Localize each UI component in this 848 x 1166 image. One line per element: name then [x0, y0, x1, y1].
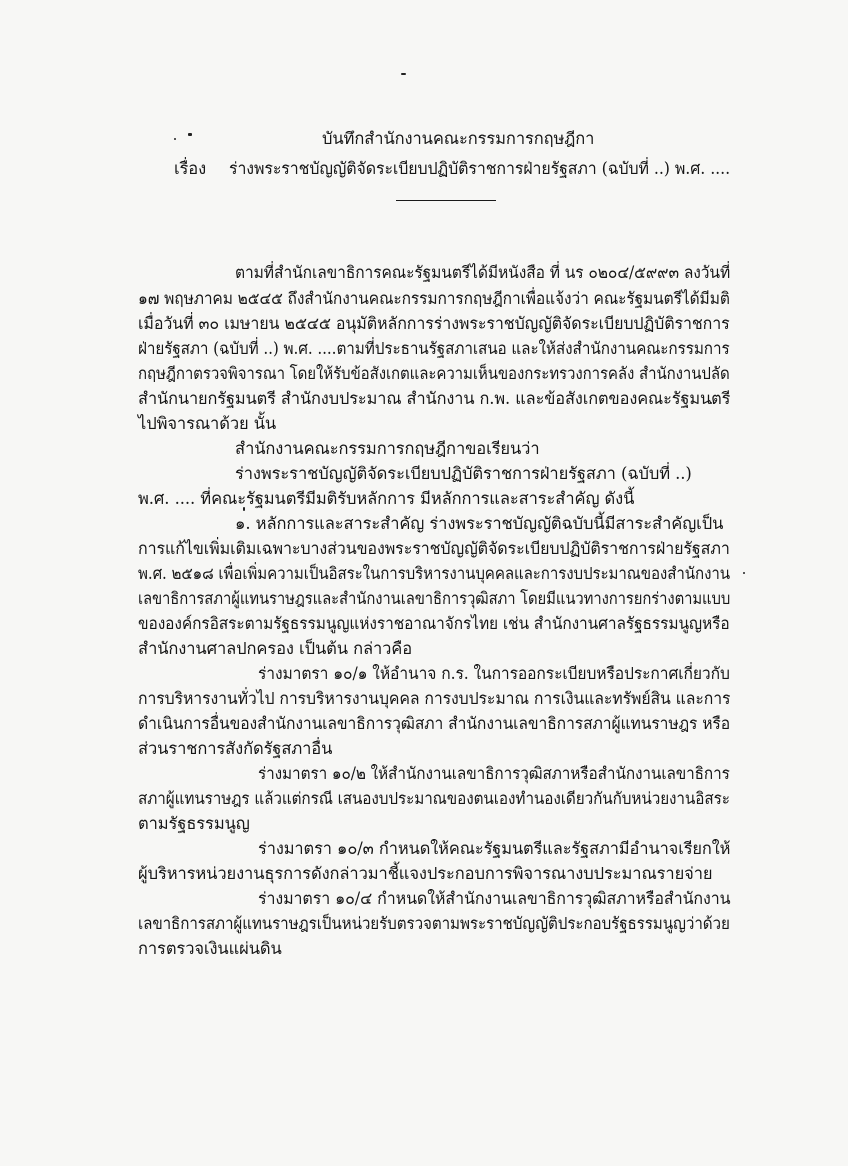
body-line: ๑. หลักการและสาระสำคัญ ร่างพระราชบัญญัติฉบับนี้มีสาระสำคัญเป็น: [235, 514, 724, 533]
body-line: ผู้บริหารหน่วยงานธุรการดังกล่าวมาชี้แจงประกอบการพิจารณางบประมาณรายจ่าย: [138, 864, 713, 883]
header-rule: [396, 200, 496, 201]
body-line: การแก้ไขเพิ่มเติมเฉพาะบางส่วนของพระราชบัญญัติจัดระเบียบปฏิบัติราชการฝ่ายรัฐสภา: [138, 539, 730, 558]
scan-speck: [188, 133, 192, 136]
body-line: ขององค์กรอิสระตามรัฐธรรมนูญแห่งราชอาณาจักรไทย เช่น สำนักงานศาลรัฐธรรมนูญหรือ: [138, 614, 730, 633]
memo-subject: ร่างพระราชบัญญัติจัดระเบียบปฏิบัติราชการฝ่ายรัฐสภา (ฉบับที่ ..) พ.ศ. ....: [229, 159, 731, 178]
memo-title: บันทึกสำนักงานคณะกรรมการกฤษฎีกา: [322, 129, 595, 148]
body-line: การตรวจเงินแผ่นดิน: [138, 939, 282, 958]
body-line: การบริหารงานทั่วไป การบริหารงานบุคคล การงบประมาณ การเงินและทรัพย์สิน และการ: [138, 689, 731, 708]
body-line: กฤษฎีกาตรวจพิจารณา โดยให้รับข้อสังเกตและความเห็นของกระทรวงการคลัง สำนักงานปลัด: [138, 364, 730, 383]
body-line: ร่างมาตรา ๑๐/๒ ให้สำนักงานเลขาธิการวุฒิสภาหรือสำนักงานเลขาธิการ: [258, 764, 730, 783]
body-line: ฝ่ายรัฐสภา (ฉบับที่ ..) พ.ศ. ....ตามที่ประธานรัฐสภาเสนอ และให้ส่งสำนักงานคณะกรรมการ: [138, 339, 730, 358]
body-line: ตามรัฐธรรมนูญ: [138, 814, 250, 833]
body-line: พ.ศ. ๒๕๑๘ เพื่อเพิ่มความเป็นอิสระในการบริหารงานบุคคลและการงบประมาณของสำนักงาน: [138, 564, 730, 583]
body-line: ร่างมาตรา ๑๐/๓ กำหนดให้คณะรัฐมนตรีและรัฐสภามีอำนาจเรียกให้: [258, 839, 731, 858]
scan-speck: [743, 572, 745, 574]
body-line: สภาผู้แทนราษฎร แล้วแต่กรณี เสนองบประมาณของตนเองทำนองเดียวกันกับหน่วยงานอิสระ: [138, 789, 730, 808]
body-line: ตามที่สำนักเลขาธิการคณะรัฐมนตรีได้มีหนังสือ ที่ นร ๐๒๐๔/๕๙๙๓ ลงวันที่: [235, 263, 731, 282]
body-line: ส่วนราชการสังกัดรัฐสภาอื่น: [138, 739, 333, 758]
body-line: สำนักงานคณะกรรมการกฤษฎีกาขอเรียนว่า: [235, 439, 540, 458]
body-line: ร่างมาตรา ๑๐/๔ กำหนดให้สำนักงานเลขาธิการวุฒิสภาหรือสำนักงาน: [258, 889, 731, 908]
body-line: ร่างพระราชบัญญัติจัดระเบียบปฏิบัติราชการฝ่ายรัฐสภา (ฉบับที่ ..): [235, 464, 692, 483]
body-line: เลขาธิการสภาผู้แทนราษฎรเป็นหน่วยรับตรวจตามพระราชบัญญัติประกอบรัฐธรรมนูญว่าด้วย: [138, 914, 730, 933]
body-line: สำนักงานศาลปกครอง เป็นต้น กล่าวคือ: [138, 639, 413, 658]
body-line: สำนักนายกรัฐมนตรี สำนักงบประมาณ สำนักงาน ก.พ. และข้อสังเกตของคณะรัฐมนตรี: [138, 389, 731, 408]
body-line: เลขาธิการสภาผู้แทนราษฎรและสำนักงานเลขาธิการวุฒิสภา โดยมีแนวทางการยกร่างตามแบบ: [138, 589, 731, 608]
body-line: ร่างมาตรา ๑๐/๑ ให้อำนาจ ก.ร. ในการออกระเบียบหรือประกาศเกี่ยวกับ: [258, 664, 730, 683]
scan-speck: [174, 138, 176, 140]
body-line: ดำเนินการอื่นของสำนักงานเลขาธิการวุฒิสภา สำนักงานเลขาธิการสภาผู้แทนราษฎร หรือ: [138, 714, 731, 733]
body-line: ไปพิจารณาด้วย นั้น: [138, 414, 277, 433]
body-line: ๑๗ พฤษภาคม ๒๕๔๕ ถึงสำนักงานคณะกรรมการกฤษฎีกาเพื่อแจ้งว่า คณะรัฐมนตรีได้มีมติ: [138, 289, 730, 308]
scan-speck: [401, 73, 406, 75]
body-line: พ.ศ. .... ที่คณะรัฐมนตรีมีมติรับหลักการ มีหลักการและสาระสำคัญ ดังนี้: [138, 489, 635, 508]
body-line: เมื่อวันที่ ๓๐ เมษายน ๒๕๔๕ อนุมัติหลักการร่างพระราชบัญญัติจัดระเบียบปฏิบัติราชการ: [138, 314, 730, 333]
memo-subject-label: เรื่อง: [174, 159, 207, 178]
